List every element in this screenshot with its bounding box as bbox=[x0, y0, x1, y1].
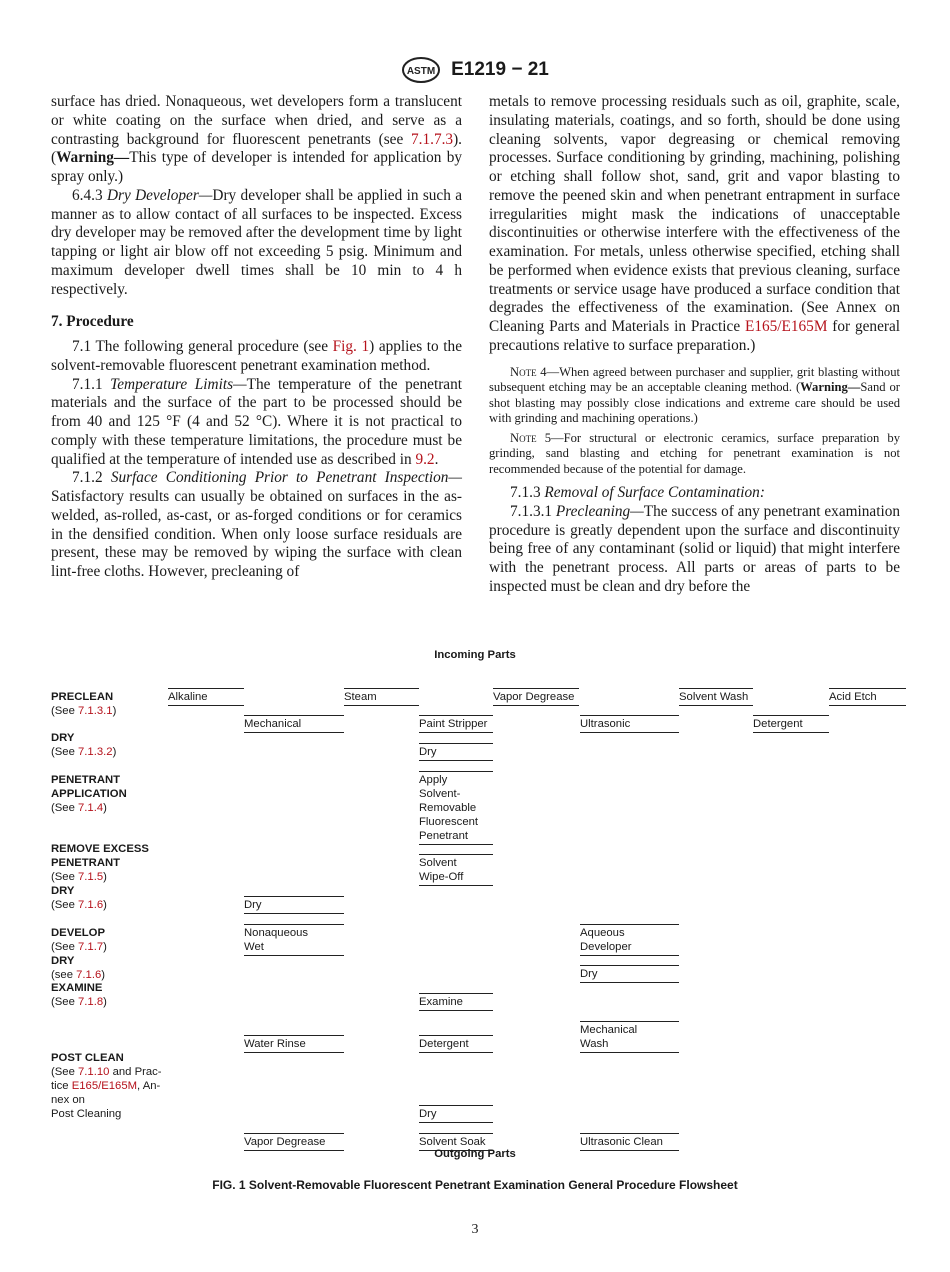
link-fig-1[interactable]: Fig. 1 bbox=[332, 338, 370, 355]
page-number: 3 bbox=[471, 1222, 479, 1237]
paragraph-7-1-1: 7.1.1 Temperature Limits—The temperature of the penetrant materials and the surface of the part to be processed should be from 40 and 125 °F (4 and 52 °C). Where it is not practical to comply with these temperature limitations, the procedure must be qualified at the temperature of intended use as described in 9.2. bbox=[51, 375, 462, 468]
link-7-1-6-b[interactable]: 7.1.6 bbox=[76, 968, 102, 981]
incoming-parts-label: Incoming Parts bbox=[434, 649, 516, 661]
step-examine: EXAMINE (See 7.1.8) bbox=[51, 982, 107, 1008]
link-7-1-4[interactable]: 7.1.4 bbox=[78, 801, 104, 814]
box-mechanical: Mechanical bbox=[244, 715, 344, 733]
step-dry-1: DRY (See 7.1.3.2) bbox=[51, 732, 117, 758]
box-detergent-top: Detergent bbox=[753, 715, 829, 733]
section-heading-procedure: 7. Procedure bbox=[51, 313, 134, 331]
box-dry-c: Dry bbox=[580, 965, 679, 983]
svg-text:ASTM: ASTM bbox=[406, 66, 436, 77]
box-water-rinse: Water Rinse bbox=[244, 1035, 344, 1053]
box-dry-b: Dry bbox=[244, 896, 344, 914]
paragraph-7-1-2: 7.1.2 Surface Conditioning Prior to Penetrant Inspection—Satisfactory results can usually be obtained on surfaces in the as-welded, as-rolled, as-cast, or as-forged conditions or for ceramics in the densified condition. When only loose surface residuals are present, these may be removed by wiping the surface with clean lint-free cloths. However, precleaning of bbox=[51, 469, 463, 580]
box-aqueous-developer: Aqueous Developer bbox=[580, 924, 679, 956]
link-9-2[interactable]: 9.2 bbox=[415, 450, 435, 468]
step-preclean: PRECLEAN (See 7.1.3.1) bbox=[51, 691, 117, 717]
outgoing-parts-label: Outgoing Parts bbox=[434, 1148, 516, 1160]
note-4: Note 4—When agreed between purchaser and supplier, grit blasting without subsequent etching may be an acceptable cleaning method. (Warning—Sand or shot blasting may possibly close indications and extreme care should be used with grinding and machining operations.) bbox=[489, 364, 900, 425]
box-dry-a: Dry bbox=[419, 743, 493, 761]
box-dry-d: Dry bbox=[419, 1105, 493, 1123]
paragraph-6-4-3: 6.4.3 Dry Developer—Dry developer shall be applied in such a manner as to allow contact of all surfaces to be inspected. Excess dry developer may be removed after the development time by light tapping or light air blow off not exceeding 5 psig. Minimum and maximum developer dwell times shall be 10 min to 4 h respectively. bbox=[51, 186, 463, 298]
paragraph-7-1: 7.1 The following general procedure (see Fig. 1) applies to the solvent-removable fluorescent penetrant examination method. bbox=[51, 338, 462, 374]
document-code: E1219 − 21 bbox=[451, 59, 549, 80]
figure-caption: FIG. 1 Solvent-Removable Fluorescent Penetrant Examination General Procedure Flowsheet bbox=[212, 1178, 738, 1192]
box-vapor-degrease-top: Vapor Degrease bbox=[493, 688, 579, 706]
box-nonaqueous-wet: Nonaqueous Wet bbox=[244, 924, 344, 956]
box-apply-penetrant: Apply Solvent- Removable Fluorescent Penetrant bbox=[419, 771, 493, 845]
box-solvent-wipe-off: Solvent Wipe-Off bbox=[419, 854, 493, 886]
paragraph-7-1-3: 7.1.3 Removal of Surface Contamination: bbox=[510, 484, 765, 501]
step-dry-2: DRY (See 7.1.6) bbox=[51, 885, 107, 911]
link-7-1-6[interactable]: 7.1.6 bbox=[78, 898, 104, 911]
link-7-1-5[interactable]: 7.1.5 bbox=[78, 870, 104, 883]
step-dry-3: DRY (see 7.1.6) bbox=[51, 955, 106, 981]
box-detergent-bottom: Detergent bbox=[419, 1035, 493, 1053]
box-examine: Examine bbox=[419, 993, 493, 1011]
box-paint-stripper: Paint Stripper bbox=[419, 715, 493, 733]
box-ultrasonic: Ultrasonic bbox=[580, 715, 679, 733]
box-solvent-wash: Solvent Wash bbox=[679, 688, 753, 706]
link-e165[interactable]: E165/E165M bbox=[745, 318, 828, 335]
box-ultrasonic-clean: Ultrasonic Clean bbox=[580, 1133, 679, 1151]
step-post-clean: POST CLEAN (See 7.1.10 and Prac- tice E165/E165M, An- nex on Post Cleaning bbox=[51, 1052, 162, 1120]
step-penetrant-application: PENETRANT APPLICATION (See 7.1.4) bbox=[51, 774, 127, 814]
link-7-1-3-1[interactable]: 7.1.3.1 bbox=[78, 704, 113, 717]
paragraph-precleaning-metals: metals to remove processing residuals such as oil, graphite, scale, insulating materials, coatings, and so forth, should be done using cleaning solvents, vapor degreasing or chemical removing processes. Surface conditioning by grinding, machining, polishing or etching shall follow shot, sand, grit and vapor blasting to remove the peened skin and when penetrant entrapment in surface irregularities might mask the indications of unacceptable discontinuities or otherwise interfere with the effectiveness of the examination. For metals, unless otherwise specified, etching shall be performed when evidence exists that previous cleaning, surface treatments or service usage have produced a surface condition that degrades the effectiveness of the examination. (See Annex on Cleaning Parts and Materials in Practice E165/E165M for general precautions relative to surface preparation.) bbox=[489, 93, 901, 354]
link-e165-fig[interactable]: E165/E165M bbox=[71, 1079, 138, 1092]
box-solvent-soak: Solvent Soak bbox=[419, 1133, 493, 1151]
link-7-1-10[interactable]: 7.1.10 bbox=[78, 1065, 110, 1078]
link-7-1-7[interactable]: 7.1.7 bbox=[78, 940, 104, 953]
step-remove-excess: REMOVE EXCESS PENETRANT (See 7.1.5) bbox=[51, 843, 149, 883]
box-vapor-degrease-bottom: Vapor Degrease bbox=[244, 1133, 344, 1151]
paragraph-developer-cont: surface has dried. Nonaqueous, wet developers form a translucent or white coating on the surface when dried, and serve as a contrasting background for fluorescent penetrants (see 7.1.7.3). (Warning—This type of developer is intended for application by spray only.) bbox=[51, 93, 462, 185]
box-acid-etch: Acid Etch bbox=[829, 688, 906, 706]
box-alkaline: Alkaline bbox=[168, 688, 244, 706]
link-7-1-8[interactable]: 7.1.8 bbox=[78, 995, 104, 1008]
paragraph-7-1-3-1: 7.1.3.1 Precleaning—The success of any penetrant examination procedure is greatly dependent upon the surface and discontinuity being free of any contaminant (solid or liquid) that might interfere with the penetrant process. All parts or areas of parts to be inspected must be clean and dry before the bbox=[489, 502, 900, 595]
step-develop: DEVELOP (See 7.1.7) bbox=[51, 927, 107, 953]
link-7-1-3-2[interactable]: 7.1.3.2 bbox=[78, 745, 113, 758]
note-5: Note 5—For structural or electronic ceramics, surface preparation by grinding, sand blasting and etching for penetrant examination is not recommended because of the potential for damage. bbox=[489, 430, 900, 476]
box-mechanical-wash: Mechanical Wash bbox=[580, 1021, 679, 1053]
link-7-1-7-3[interactable]: 7.1.7.3 bbox=[411, 130, 454, 148]
box-steam: Steam bbox=[344, 688, 419, 706]
